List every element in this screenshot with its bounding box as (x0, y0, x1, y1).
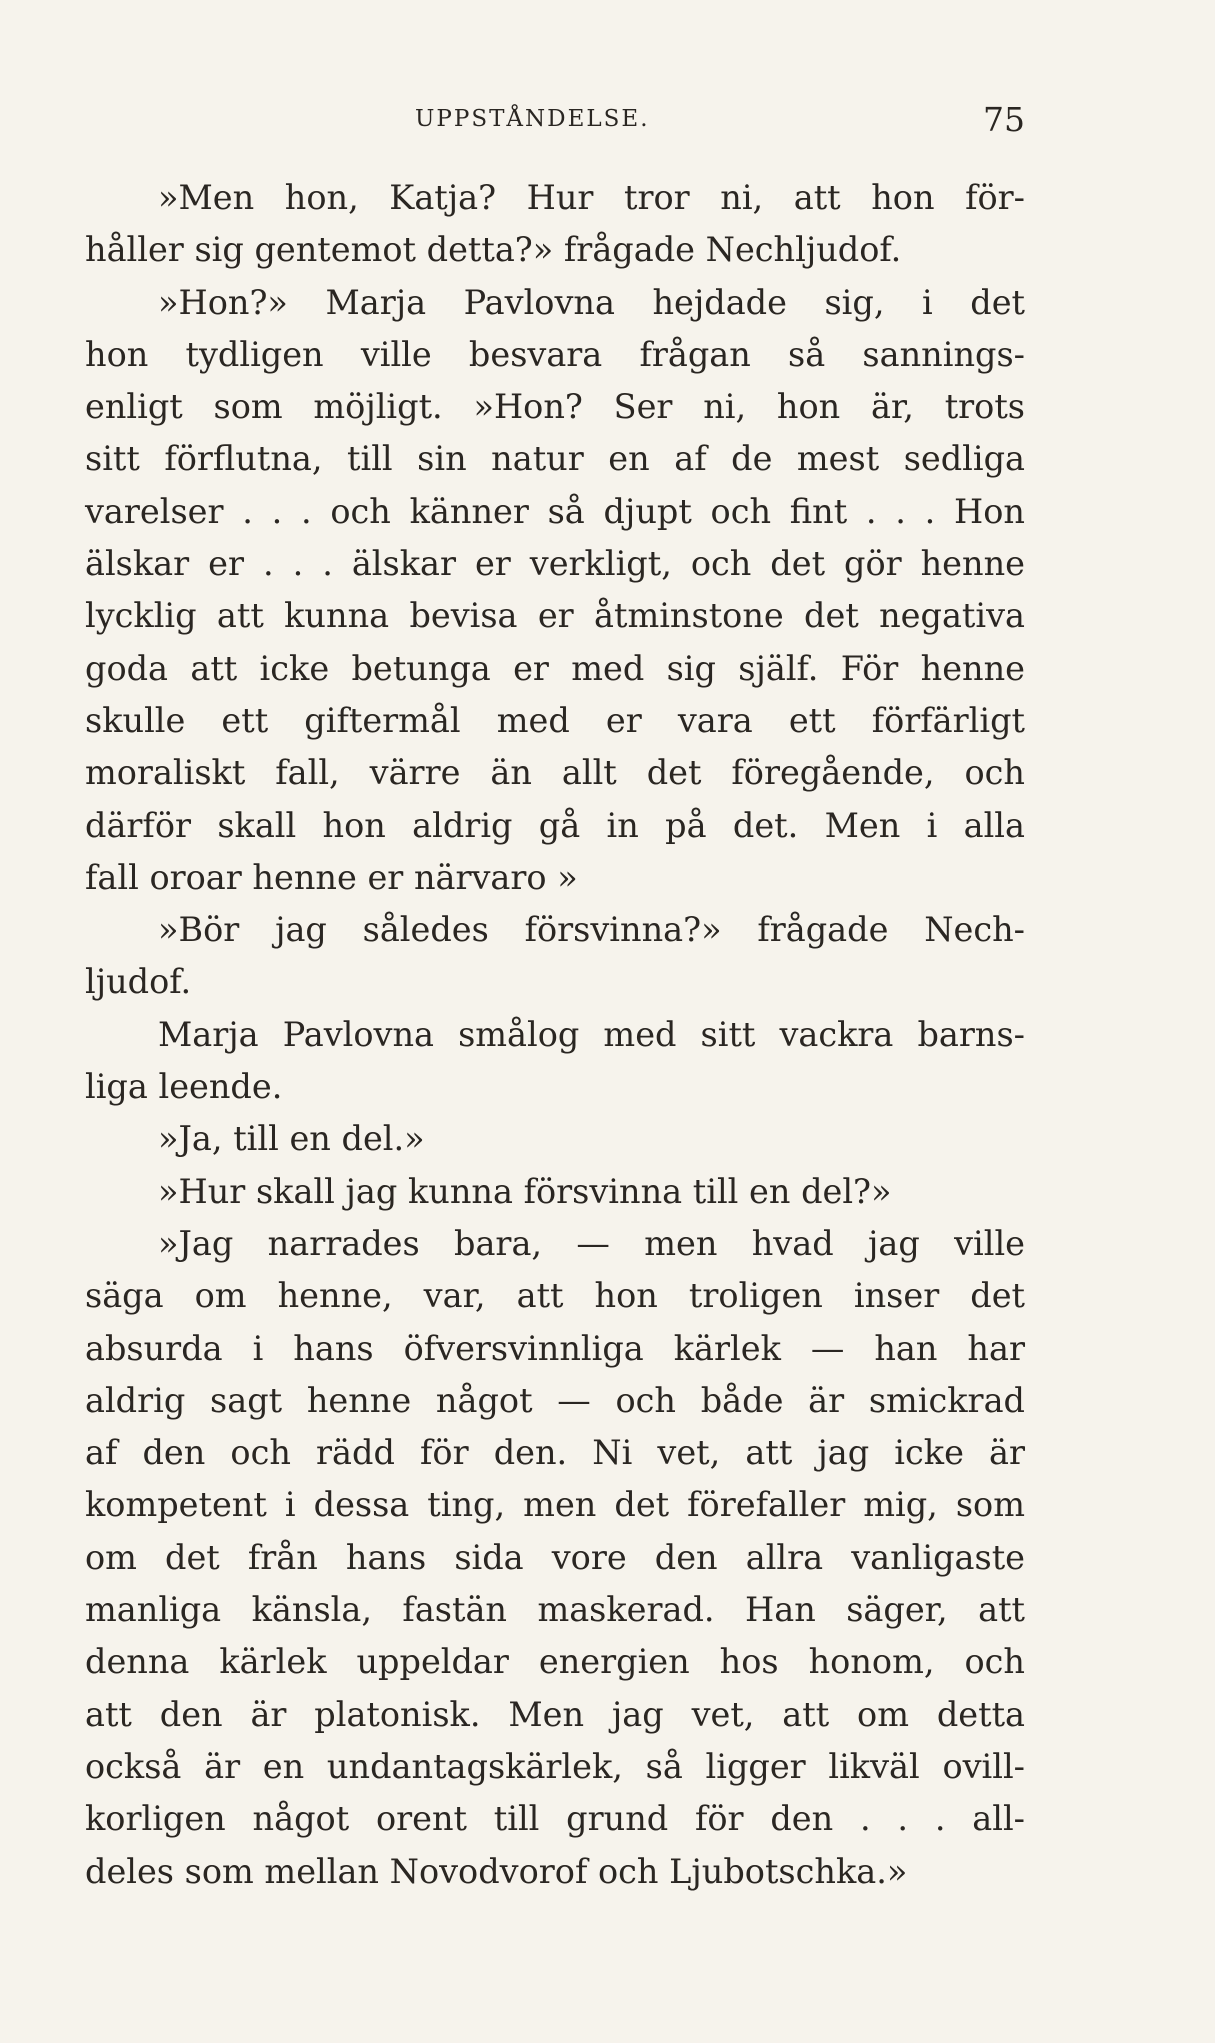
text-line: sitt förflutna, till sin natur en af de mest sedliga (85, 439, 1025, 479)
text-line: goda att icke betunga er med sig själf. För henne (85, 648, 1025, 688)
text-line: håller sig gentemot detta?» frågade Nechljudof. (85, 230, 902, 270)
text-line: »Bör jag således försvinna?» frågade Nech- (158, 910, 1025, 950)
text-line: älskar er . . . älskar er verkligt, och det gör henne (85, 544, 1025, 584)
text-line: Marja Pavlovna smålog med sitt vackra barns- (158, 1014, 1025, 1054)
text-line: att den är platonisk. Men jag vet, att om detta (85, 1694, 1025, 1734)
text-line: lycklig att kunna bevisa er åtminstone det negativa (85, 596, 1025, 636)
page-number: 75 (983, 100, 1025, 139)
text-line: »Jag narrades bara, — men hvad jag ville (158, 1223, 1025, 1263)
text-line: deles som mellan Novodvorof och Ljubotschka.» (85, 1851, 908, 1891)
text-line: enligt som möjligt. »Hon? Ser ni, hon är, trots (85, 387, 1025, 427)
text-line: »Hur skall jag kunna försvinna till en del?» (158, 1171, 892, 1211)
text-line: om det från hans sida vore den allra vanligaste (85, 1537, 1025, 1577)
text-line: manliga känsla, fastän maskerad. Han säger, att (85, 1590, 1025, 1630)
text-line: absurda i hans öfversvinnliga kärlek — han har (85, 1328, 1025, 1368)
text-line: hon tydligen ville besvara frågan så sannings- (85, 334, 1025, 374)
text-line: därför skall hon aldrig gå in på det. Men i alla (85, 805, 1025, 845)
running-head (85, 100, 1025, 140)
body-text (85, 172, 1025, 1898)
running-title: UPPSTÅNDELSE. (415, 106, 650, 132)
text-line: »Ja, till en del.» (158, 1119, 425, 1159)
text-line: varelser . . . och känner så djupt och fint . . . Hon (85, 491, 1025, 531)
text-line: moraliskt fall, värre än allt det föregående, och (85, 753, 1025, 793)
text-line: denna kärlek uppeldar energien hos honom, och (85, 1642, 1025, 1682)
text-line: »Men hon, Katja? Hur tror ni, att hon för- (158, 178, 1025, 217)
text-line: ljudof. (85, 962, 192, 1002)
text-line: också är en undantagskärlek, så ligger likväl ovill- (85, 1746, 1025, 1786)
text-line: skulle ett giftermål med er vara ett förfärligt (85, 700, 1025, 740)
text-line: liga leende. (85, 1067, 283, 1107)
text-line: aldrig sagt henne något — och både är smickrad (85, 1380, 1025, 1420)
text-line: kompetent i dessa ting, men det förefaller mig, som (85, 1485, 1025, 1525)
text-line: säga om henne, var, att hon troligen inser det (85, 1276, 1025, 1316)
text-line: af den och rädd för den. Ni vet, att jag icke är (85, 1433, 1025, 1473)
text-line: korligen något orent till grund för den . . . all- (85, 1799, 1025, 1839)
text-line: »Hon?» Marja Pavlovna hejdade sig, i det (158, 282, 1025, 322)
text-line: fall oroar henne er närvaro » (85, 857, 578, 897)
